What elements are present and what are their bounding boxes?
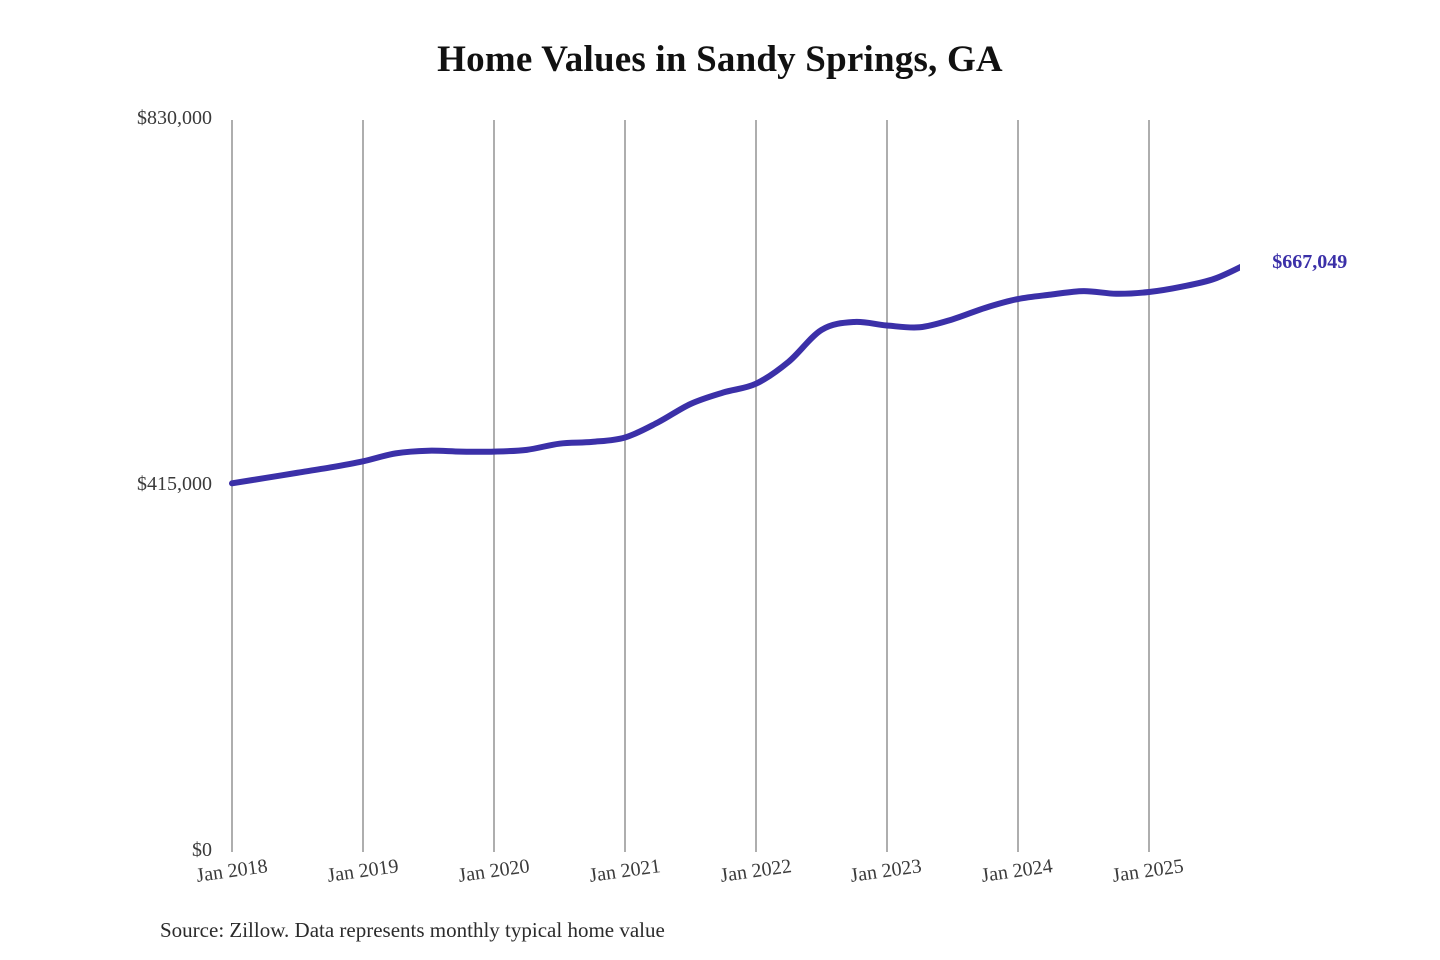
x-axis-tick-label: Jan 2018 [194,855,269,887]
x-axis-tick-label: Jan 2019 [325,855,400,887]
y-axis-tick-label: $415,000 [137,473,212,495]
x-axis-tick-label: Jan 2023 [848,855,923,887]
x-axis-tick-label: Jan 2021 [587,855,662,887]
x-axis-tick-label: Jan 2020 [456,855,531,887]
last-value-annotation: $667,049 [1272,250,1348,273]
chart-title: Home Values in Sandy Springs, GA [437,39,1003,80]
y-axis-tick-label: $0 [192,839,212,861]
gridlines [232,120,1149,852]
line-chart-svg [228,120,1240,852]
x-axis-tick-label: Jan 2022 [718,855,793,887]
x-axis-tick-label: Jan 2025 [1110,855,1185,887]
y-axis-tick-label: $830,000 [137,107,212,129]
x-axis-tick-label: Jan 2024 [979,855,1054,887]
plot-area [228,120,1240,852]
source-note: Source: Zillow. Data represents monthly typical home value [160,918,665,942]
data-line-series [232,264,1240,484]
